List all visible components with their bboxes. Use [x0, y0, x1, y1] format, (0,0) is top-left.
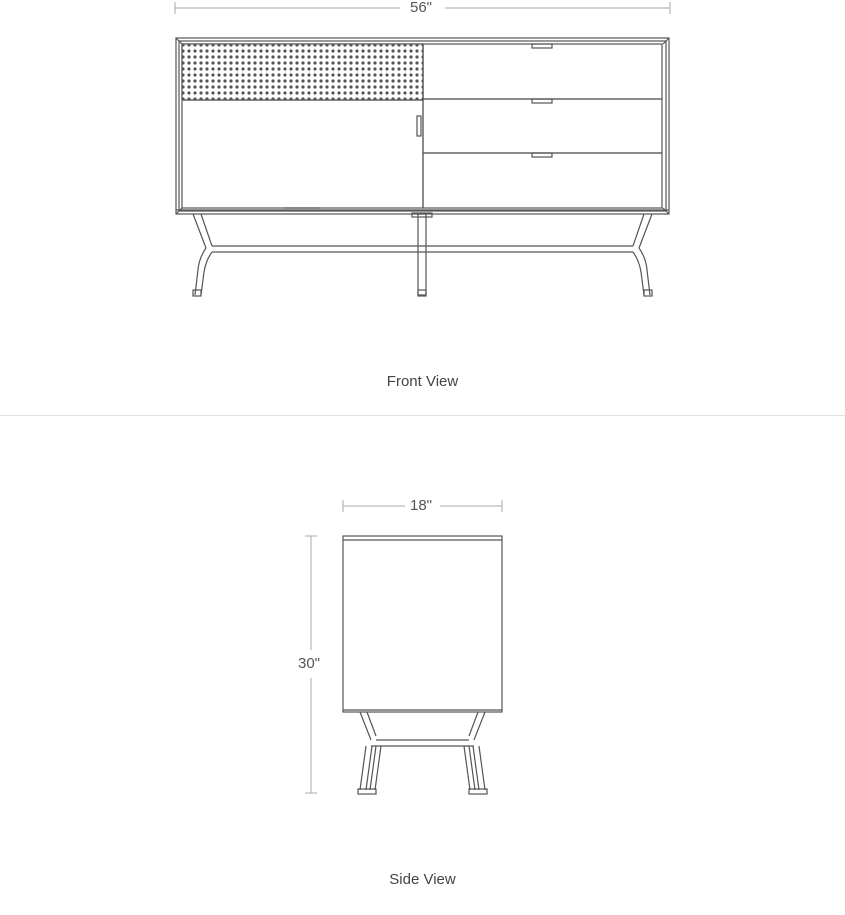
perforated-panel: [182, 44, 423, 100]
drawer-1: [423, 44, 662, 99]
drawer-3-pull: [532, 153, 552, 157]
side-view-legs: [358, 712, 487, 794]
drawer-2: [423, 99, 662, 153]
front-view-cabinet: [176, 38, 669, 214]
side-view-cabinet: [343, 536, 502, 712]
front-width-label: 56": [406, 0, 436, 16]
drawer-3: [423, 153, 662, 208]
section-divider: [0, 415, 845, 416]
front-view-legs: [193, 213, 652, 296]
drawer-2-pull: [532, 99, 552, 103]
side-height-label: 30": [294, 656, 324, 672]
front-view-caption: Front View: [386, 373, 459, 390]
drawer-1-pull: [532, 44, 552, 48]
side-view-caption: Side View: [389, 871, 456, 888]
side-depth-label: 18": [406, 498, 436, 514]
door-handle: [417, 116, 421, 136]
